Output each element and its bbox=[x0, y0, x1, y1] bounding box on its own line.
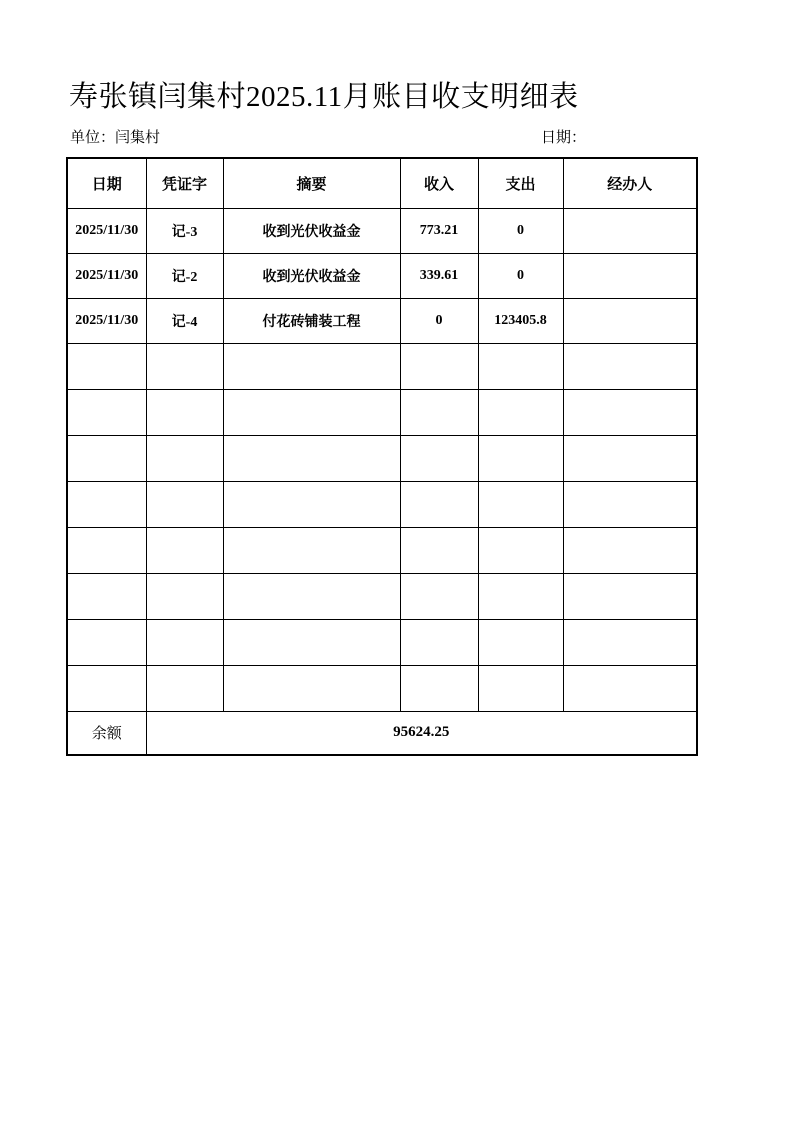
balance-row bbox=[67, 711, 697, 755]
empty-cell bbox=[223, 573, 400, 619]
empty-cell bbox=[563, 343, 697, 389]
header-income: 收入 bbox=[400, 158, 478, 208]
empty-cell bbox=[400, 619, 478, 665]
empty-cell bbox=[400, 389, 478, 435]
empty-cell bbox=[67, 343, 146, 389]
empty-table-row bbox=[67, 527, 697, 573]
balance-label: 余额 bbox=[67, 711, 146, 755]
cell-date: 2025/11/30 bbox=[67, 208, 146, 253]
empty-cell bbox=[223, 389, 400, 435]
cell-income: 0 bbox=[400, 298, 478, 343]
balance-section bbox=[67, 711, 697, 755]
document-title: 寿张镇闫集村2025.11月账目收支明细表 bbox=[69, 81, 579, 113]
empty-cell bbox=[563, 527, 697, 573]
table-row bbox=[67, 253, 697, 298]
empty-cell bbox=[400, 665, 478, 711]
cell-income: 773.21 bbox=[400, 208, 478, 253]
empty-cell bbox=[478, 343, 563, 389]
cell-summary: 收到光伏收益金 bbox=[223, 253, 400, 298]
empty-cell bbox=[400, 573, 478, 619]
empty-cell bbox=[478, 389, 563, 435]
date-label: 日期： bbox=[541, 130, 587, 146]
data-rows bbox=[67, 208, 697, 343]
header-expense: 支出 bbox=[478, 158, 563, 208]
meta-row bbox=[70, 126, 698, 146]
empty-cell bbox=[223, 481, 400, 527]
empty-cell bbox=[563, 435, 697, 481]
empty-cell bbox=[563, 573, 697, 619]
header-summary: 摘要 bbox=[223, 158, 400, 208]
cell-expense: 0 bbox=[478, 208, 563, 253]
empty-cell bbox=[400, 435, 478, 481]
empty-cell bbox=[146, 665, 223, 711]
cell-expense: 123405.8 bbox=[478, 298, 563, 343]
empty-cell bbox=[67, 481, 146, 527]
empty-rows bbox=[67, 343, 697, 711]
empty-cell bbox=[400, 481, 478, 527]
empty-cell bbox=[146, 527, 223, 573]
table-row bbox=[67, 298, 697, 343]
cell-handler bbox=[563, 208, 697, 253]
ledger-table bbox=[66, 157, 698, 756]
empty-cell bbox=[563, 481, 697, 527]
cell-summary: 付花砖铺装工程 bbox=[223, 298, 400, 343]
unit-label: 单位：闫集村 bbox=[70, 130, 161, 146]
empty-cell bbox=[146, 343, 223, 389]
empty-cell bbox=[478, 573, 563, 619]
empty-cell bbox=[146, 573, 223, 619]
empty-cell bbox=[67, 619, 146, 665]
cell-income: 339.61 bbox=[400, 253, 478, 298]
empty-table-row bbox=[67, 343, 697, 389]
empty-cell bbox=[478, 481, 563, 527]
empty-cell bbox=[223, 527, 400, 573]
empty-cell bbox=[563, 665, 697, 711]
empty-cell bbox=[478, 527, 563, 573]
empty-cell bbox=[223, 435, 400, 481]
empty-cell bbox=[67, 389, 146, 435]
balance-value: 95624.25 bbox=[146, 711, 697, 755]
empty-table-row bbox=[67, 389, 697, 435]
empty-cell bbox=[67, 573, 146, 619]
empty-table-row bbox=[67, 619, 697, 665]
cell-handler bbox=[563, 298, 697, 343]
empty-cell bbox=[146, 435, 223, 481]
cell-summary: 收到光伏收益金 bbox=[223, 208, 400, 253]
empty-table-row bbox=[67, 435, 697, 481]
cell-date: 2025/11/30 bbox=[67, 253, 146, 298]
empty-cell bbox=[223, 619, 400, 665]
empty-cell bbox=[146, 389, 223, 435]
empty-cell bbox=[400, 343, 478, 389]
cell-expense: 0 bbox=[478, 253, 563, 298]
empty-cell bbox=[563, 619, 697, 665]
header-date: 日期 bbox=[67, 158, 146, 208]
empty-cell bbox=[223, 665, 400, 711]
empty-cell bbox=[478, 619, 563, 665]
header-voucher: 凭证字 bbox=[146, 158, 223, 208]
empty-table-row bbox=[67, 481, 697, 527]
empty-cell bbox=[223, 343, 400, 389]
empty-cell bbox=[478, 435, 563, 481]
cell-voucher: 记-4 bbox=[146, 298, 223, 343]
empty-cell bbox=[146, 481, 223, 527]
empty-cell bbox=[563, 389, 697, 435]
cell-handler bbox=[563, 253, 697, 298]
empty-table-row bbox=[67, 573, 697, 619]
cell-voucher: 记-2 bbox=[146, 253, 223, 298]
table-header bbox=[67, 158, 697, 208]
table-row bbox=[67, 208, 697, 253]
empty-cell bbox=[400, 527, 478, 573]
header-row bbox=[67, 158, 697, 208]
empty-cell bbox=[67, 435, 146, 481]
empty-cell bbox=[67, 527, 146, 573]
empty-cell bbox=[146, 619, 223, 665]
empty-cell bbox=[67, 665, 146, 711]
empty-table-row bbox=[67, 665, 697, 711]
cell-voucher: 记-3 bbox=[146, 208, 223, 253]
cell-date: 2025/11/30 bbox=[67, 298, 146, 343]
empty-cell bbox=[478, 665, 563, 711]
header-handler: 经办人 bbox=[563, 158, 697, 208]
